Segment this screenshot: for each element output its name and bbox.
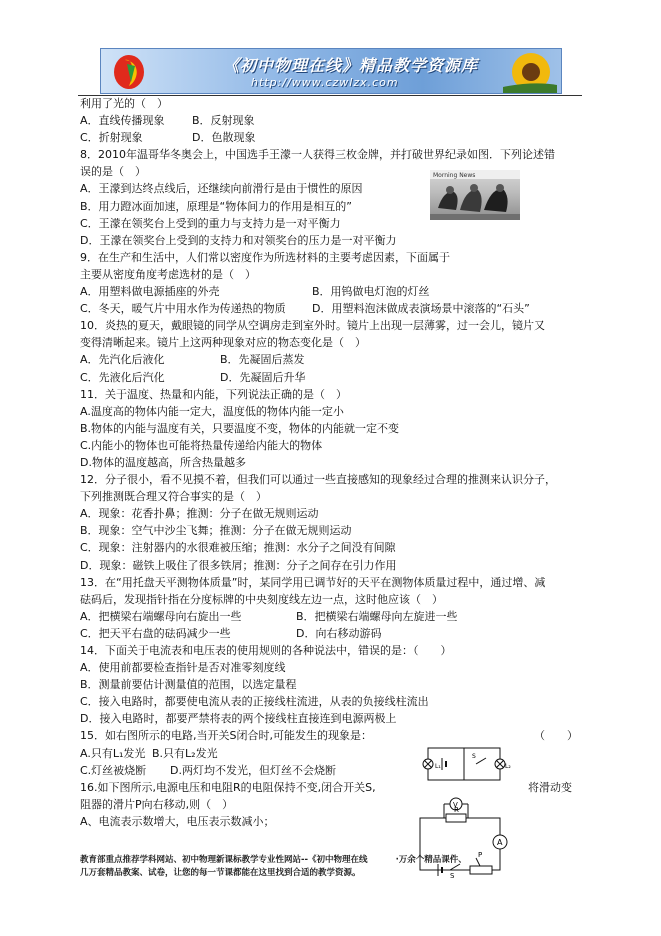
option-d: D．接入电路时，都要严禁将表的两个接线柱直接连到电源两极上 — [80, 712, 397, 726]
option-d: D．先凝固后升华 — [220, 370, 306, 384]
option-c: C．折射现象 — [80, 131, 143, 145]
page-footer — [80, 854, 580, 880]
text-line: 变得清晰起来。镜片上这两种现象对应的物态变化是（ ） — [80, 336, 366, 350]
svg-text:S: S — [450, 872, 455, 878]
option-b: B．用钨做电灯泡的灯丝 — [312, 285, 430, 299]
question-11: 11．关于温度、热量和内能，下列说法正确的是（ ） — [80, 387, 347, 401]
banner-url[interactable]: http://www.czwlzx.com — [251, 76, 399, 89]
option-c: C．先液化后汽化 — [80, 370, 165, 384]
svg-text:L₂: L₂ — [505, 763, 511, 770]
option-b: B．现象：空气中沙尘飞舞；推测：分子在做无规则运动 — [80, 524, 352, 538]
svg-text:V: V — [453, 801, 458, 809]
header-banner — [100, 48, 562, 94]
text-line: 主要从密度角度考虑选材的是（ ） — [80, 267, 256, 281]
option-a: A．使用前都要检查指针是否对准零刻度线 — [80, 661, 286, 675]
resistor-icon — [446, 814, 466, 822]
text-line: 砝码后，发现指针指在分度标牌的中央刻度线左边一点，这时他应该（ ） — [80, 592, 443, 606]
question-9: 9．在生产和生活中，人们常以密度作为所选材料的主要考虑因素，下面属于 — [80, 250, 450, 264]
option-c: C．现象：注射器内的水很难被压缩；推测：水分子之间没有间隙 — [80, 541, 396, 555]
switch-icon — [476, 758, 486, 764]
svg-text:P: P — [478, 851, 483, 859]
option-line — [80, 112, 580, 129]
option-c: C．接入电路时，都要使电流从表的正接线柱流进，从表的负接线柱流出 — [80, 695, 429, 709]
option-c: C．王濛在领奖台上受到的重力与支持力是一对平衡力 — [80, 216, 341, 230]
text-line: 利用了光的（ ） — [80, 97, 168, 110]
option-d: D.两灯均不发光，但灯丝不会烧断 — [170, 763, 336, 777]
option-a: A．先汽化后液化 — [80, 353, 165, 367]
option-d: D．现象：磁铁上吸住了很多铁屑；推测：分子之间存在引力作用 — [80, 558, 397, 572]
option-b: B．测量前要估计测量值的范围，以选定量程 — [80, 678, 297, 692]
speed-skating-photo — [430, 170, 520, 220]
question-16-stem: 16.如下图所示,电源电压和电阻R的电阻保持不变,闭合开关S, — [80, 780, 376, 794]
question-14: 14．下面关于电流表和电压表的使用规则的各种说法中，错误的是：（ ） — [80, 644, 452, 657]
question-8: 8．2010年温哥华冬奥会上，中国选手王濛一人获得三枚金牌，并打破世界纪录如图．下列论述错 — [80, 148, 555, 162]
option-a: A.温度高的物体内能一定大，温度低的物体内能一定小 — [80, 404, 344, 418]
answer-blank: （ ） — [534, 729, 578, 743]
option-a: A．直线传播现象 — [80, 114, 165, 128]
option-a: A．现象：花香扑鼻；推测：分子在做无规则运动 — [80, 507, 319, 521]
option-b: B.只有L₂发光 — [152, 746, 218, 760]
option-line — [80, 351, 580, 368]
text-line: 下列推测既合理又符合事实的是（ ） — [80, 490, 267, 504]
text-line: 误的是（ ） — [80, 165, 146, 179]
option-a: A.只有L₁发光 — [80, 746, 146, 760]
option-d: D．色散现象 — [192, 131, 256, 145]
option-line — [80, 608, 580, 625]
option-d: D．王濛在领奖台上受到的支持力和对领奖台的压力是一对平衡力 — [80, 233, 397, 247]
option-line — [80, 283, 580, 300]
option-b: B．先凝固后蒸发 — [220, 353, 305, 367]
option-line — [80, 300, 580, 317]
text-line: 阻器的滑片P向右移动,则（ ） — [80, 797, 234, 811]
svg-text:A: A — [497, 838, 503, 847]
skaters-image-icon — [430, 170, 520, 220]
option-d: D．用塑料泡沫做成表演场景中滚落的“石头” — [312, 302, 530, 316]
svg-text:R: R — [454, 806, 459, 814]
option-a: A．用塑料做电源插座的外壳 — [80, 285, 220, 299]
sunflower-icon — [503, 51, 557, 93]
option-b: B．反射现象 — [192, 114, 255, 128]
option-d: D．向右移动游码 — [296, 626, 382, 640]
option-a: A．把横梁右端螺母向右旋出一些 — [80, 609, 242, 623]
banner-title: 《初中物理在线》精品教学资源库 — [223, 56, 479, 75]
question-10: 10．炎热的夏天，戴眼镜的同学从空调房走到室外时。镜片上出现一层薄雾，过一会儿，镜片又 — [80, 319, 545, 333]
question-16-cont: 将滑动变 — [528, 780, 572, 794]
option-d: D.物体的温度越高，所含热量越多 — [80, 455, 246, 469]
option-a: A．王濛到达终点线后，还继续向前滑行是由于惯性的原因 — [80, 182, 363, 196]
option-line — [80, 129, 580, 146]
option-c: C．把天平右盘的砝码减少一些 — [80, 626, 231, 640]
option-b: B．把横梁右端螺母向左旋进一些 — [296, 609, 458, 623]
site-logo-icon — [105, 52, 165, 92]
option-b: B．用力蹬冰面加速，原理是“物体间力的作用是相互的” — [80, 199, 352, 213]
footer-text-b: ·万余个精品课件、 — [395, 855, 467, 865]
svg-text:L₁: L₁ — [435, 763, 441, 770]
footer-line-2: 几万套精品教案、试卷，让您的每一节课都能在这里找到合适的教学资源。 — [80, 868, 361, 878]
option-b: B.物体的内能与温度有关，只要温度不变，物体的内能就一定不变 — [80, 421, 400, 435]
option-line — [80, 369, 580, 386]
option-c: C.内能小的物体也可能将热量传递给内能大的物体 — [80, 438, 323, 452]
question-13: 13．在“用托盘天平测物体质量”时，某同学用已调节好的天平在测物体质量过程中，通过增、减 — [80, 575, 546, 589]
option-a: A、电流表示数增大，电压表示数减小； — [80, 814, 275, 828]
question-15-stem: 15．如右图所示的电路,当开关S闭合时,可能发生的现象是： — [80, 729, 372, 743]
footer-text-a: 教育部重点推荐学科网站、初中物理新课标教学专业性网站--《初中物理在线 — [80, 855, 368, 865]
option-c: C．冬天，暖气片中用水作为传递热的物质 — [80, 302, 286, 316]
photo-caption: Morning News — [433, 172, 476, 179]
option-c: C.灯丝被烧断 — [80, 763, 147, 777]
option-line — [80, 625, 580, 642]
question-12: 12．分子很小，看不见摸不着，但我们可以通过一些直接感知的现象经过合理的推测来认识分子， — [80, 473, 556, 487]
footer-line-1 — [80, 854, 580, 867]
circuit-diagram-15 — [416, 742, 512, 786]
svg-text:S: S — [472, 753, 476, 760]
